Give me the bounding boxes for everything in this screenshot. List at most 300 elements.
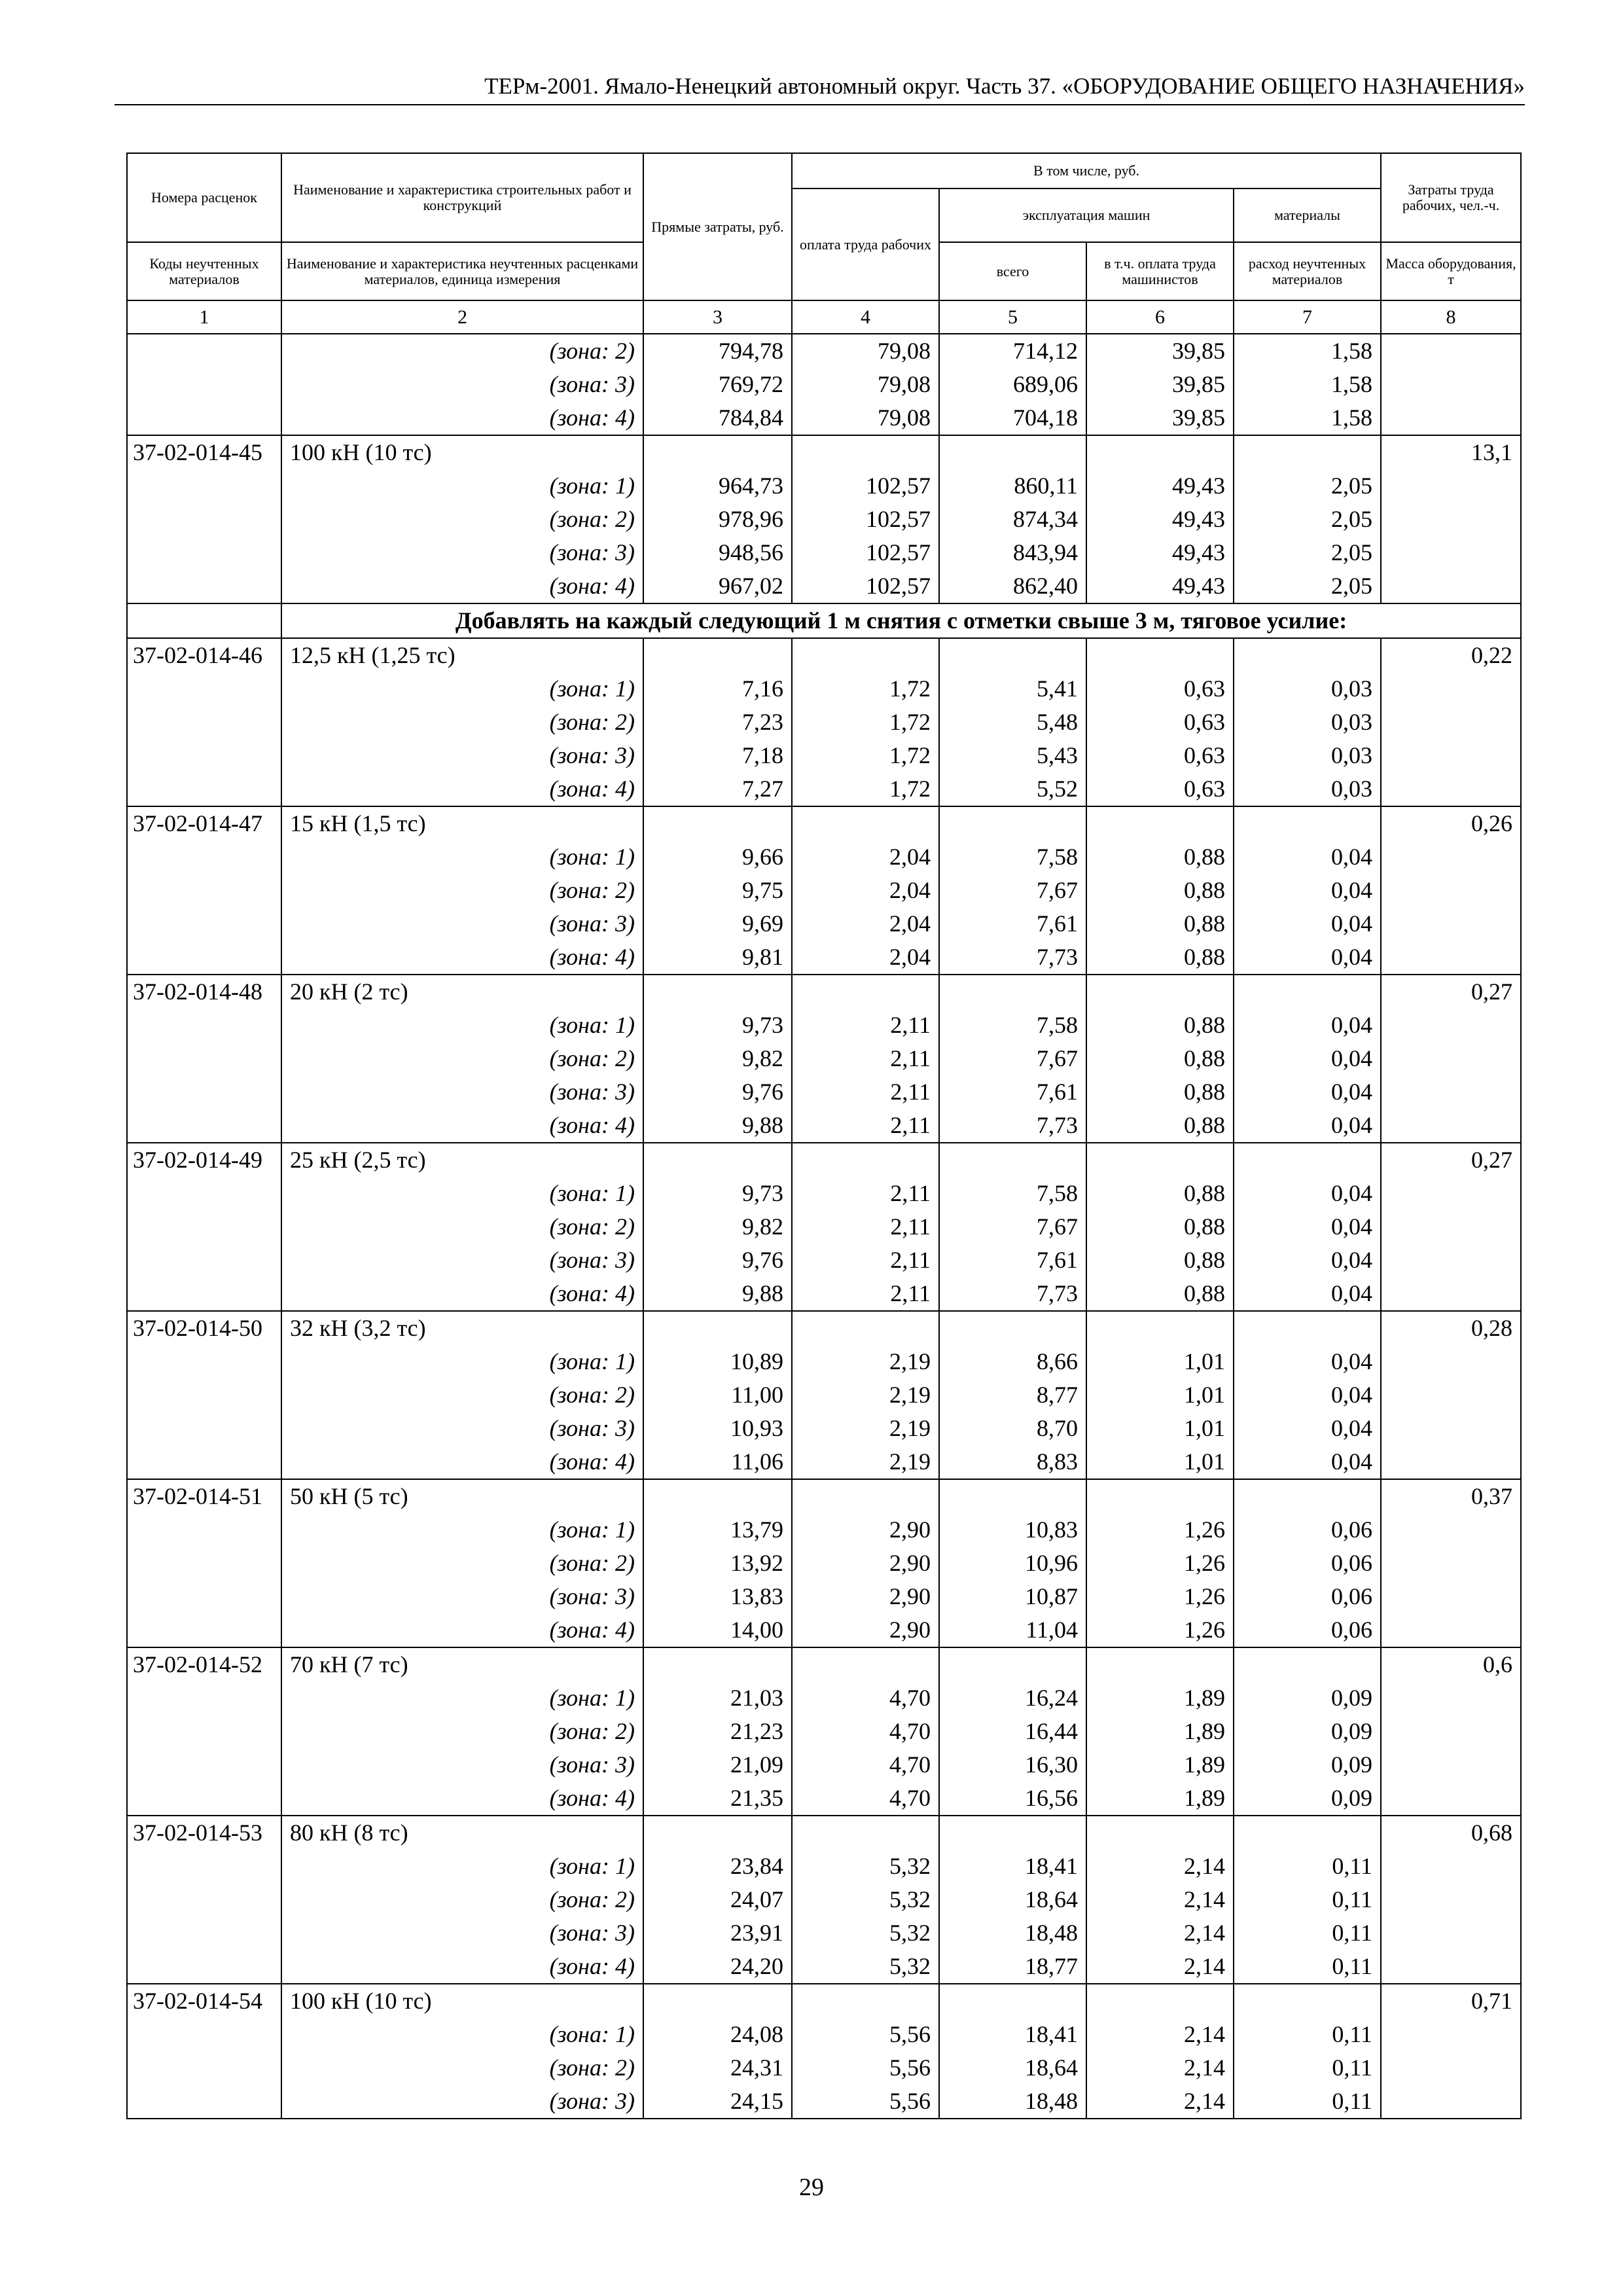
zone-label: (зона: 3) — [281, 1916, 643, 1950]
cell-labor-costs — [1381, 2018, 1521, 2051]
zone-row — [127, 1782, 1521, 1816]
cell-code — [127, 1412, 281, 1445]
zone-row — [127, 334, 1521, 368]
cell-materials: 2,05 — [1234, 469, 1381, 503]
cell-labor-costs — [1381, 1916, 1521, 1950]
cell-labor-costs — [1381, 739, 1521, 772]
zone-row — [127, 1950, 1521, 1984]
cell-direct-costs: 9,73 — [643, 1009, 792, 1042]
work-name: 50 кН (5 тс) — [281, 1479, 643, 1513]
zone-row — [127, 503, 1521, 536]
cell-worker-pay: 2,90 — [792, 1580, 939, 1613]
cell-worker-pay — [792, 1143, 939, 1177]
cell-direct-costs: 13,83 — [643, 1580, 792, 1613]
cell-machines-total: 8,66 — [939, 1345, 1086, 1378]
cell-direct-costs: 14,00 — [643, 1613, 792, 1647]
cell-worker-pay: 102,57 — [792, 569, 939, 603]
cell-worker-pay: 79,08 — [792, 368, 939, 401]
cell-worker-pay — [792, 435, 939, 469]
zone-row — [127, 874, 1521, 907]
cell-materials: 0,04 — [1234, 1177, 1381, 1210]
cell-machines-total: 10,87 — [939, 1580, 1086, 1613]
cell-direct-costs — [643, 1816, 792, 1850]
cell-labor-costs: 13,1 — [1381, 435, 1521, 469]
cell-worker-pay: 2,90 — [792, 1547, 939, 1580]
zone-row — [127, 2018, 1521, 2051]
cell-machinist-pay: 1,01 — [1086, 1412, 1234, 1445]
cell-worker-pay: 2,11 — [792, 1244, 939, 1277]
column-number: 3 — [643, 300, 792, 334]
rate-code: 37-02-014-53 — [127, 1816, 281, 1850]
cell-labor-costs — [1381, 1681, 1521, 1715]
cell-labor-costs — [1381, 1850, 1521, 1883]
cell-direct-costs: 967,02 — [643, 569, 792, 603]
cell-machinist-pay: 1,26 — [1086, 1613, 1234, 1647]
cell-machinist-pay: 1,01 — [1086, 1445, 1234, 1479]
cell-direct-costs: 10,93 — [643, 1412, 792, 1445]
cell-code — [127, 503, 281, 536]
cell-direct-costs: 7,16 — [643, 672, 792, 706]
cell-machinist-pay: 1,26 — [1086, 1580, 1234, 1613]
zone-row — [127, 1513, 1521, 1547]
cell-machinist-pay — [1086, 435, 1234, 469]
cell-materials: 0,04 — [1234, 1445, 1381, 1479]
cell-code — [127, 1715, 281, 1748]
cell-machines-total: 714,12 — [939, 334, 1086, 368]
cell-labor-costs — [1381, 1883, 1521, 1916]
cell-code — [127, 1916, 281, 1950]
zone-label: (зона: 3) — [281, 536, 643, 569]
header-rate-numbers: Номера расценок — [127, 153, 281, 242]
cell-direct-costs — [643, 1479, 792, 1513]
cell-direct-costs: 948,56 — [643, 536, 792, 569]
cell-worker-pay: 5,32 — [792, 1883, 939, 1916]
header-machinist-pay: в т.ч. оплата труда машинистов — [1086, 242, 1234, 300]
cell-materials: 0,04 — [1234, 1042, 1381, 1075]
cell-labor-costs: 0,6 — [1381, 1647, 1521, 1681]
cell-machines-total — [939, 1984, 1086, 2018]
cell-worker-pay: 1,72 — [792, 739, 939, 772]
cell-direct-costs: 9,66 — [643, 840, 792, 874]
cell-machinist-pay: 39,85 — [1086, 368, 1234, 401]
cell-code — [127, 672, 281, 706]
cell-worker-pay — [792, 975, 939, 1009]
rates-table — [126, 152, 1522, 2119]
cell-machines-total: 7,58 — [939, 840, 1086, 874]
cell-direct-costs — [643, 435, 792, 469]
zone-label: (зона: 4) — [281, 1277, 643, 1311]
cell-machines-total: 7,73 — [939, 941, 1086, 975]
cell-worker-pay: 2,11 — [792, 1075, 939, 1109]
cell-code — [127, 1009, 281, 1042]
rate-row — [127, 435, 1521, 469]
cell-machinist-pay: 0,88 — [1086, 907, 1234, 941]
cell-machines-total: 8,70 — [939, 1412, 1086, 1445]
zone-row — [127, 536, 1521, 569]
cell-code — [127, 603, 281, 638]
cell-direct-costs: 11,06 — [643, 1445, 792, 1479]
cell-labor-costs: 0,28 — [1381, 1311, 1521, 1345]
cell-worker-pay: 2,04 — [792, 840, 939, 874]
cell-labor-costs — [1381, 569, 1521, 603]
cell-machinist-pay: 1,01 — [1086, 1378, 1234, 1412]
cell-code — [127, 1681, 281, 1715]
cell-direct-costs: 9,82 — [643, 1210, 792, 1244]
cell-machinist-pay — [1086, 975, 1234, 1009]
cell-machines-total — [939, 975, 1086, 1009]
cell-materials: 2,05 — [1234, 569, 1381, 603]
cell-machinist-pay: 39,85 — [1086, 334, 1234, 368]
cell-code — [127, 772, 281, 806]
cell-labor-costs — [1381, 1513, 1521, 1547]
cell-machines-total: 704,18 — [939, 401, 1086, 435]
cell-machinist-pay — [1086, 1479, 1234, 1513]
zone-label: (зона: 1) — [281, 1177, 643, 1210]
cell-machinist-pay: 0,88 — [1086, 1075, 1234, 1109]
cell-worker-pay: 102,57 — [792, 536, 939, 569]
cell-machines-total: 5,52 — [939, 772, 1086, 806]
cell-worker-pay: 2,19 — [792, 1445, 939, 1479]
cell-worker-pay — [792, 1647, 939, 1681]
zone-label: (зона: 2) — [281, 1210, 643, 1244]
section-title: Добавлять на каждый следующий 1 м снятия с отметки свыше 3 м, тяговое усилие: — [281, 603, 1521, 638]
cell-machines-total: 8,83 — [939, 1445, 1086, 1479]
cell-code — [127, 840, 281, 874]
cell-direct-costs: 7,18 — [643, 739, 792, 772]
zone-row — [127, 941, 1521, 975]
cell-labor-costs — [1381, 1109, 1521, 1143]
cell-materials: 0,06 — [1234, 1613, 1381, 1647]
rate-code: 37-02-014-46 — [127, 638, 281, 672]
zone-label: (зона: 4) — [281, 1613, 643, 1647]
cell-direct-costs — [643, 1984, 792, 2018]
cell-materials — [1234, 975, 1381, 1009]
cell-labor-costs — [1381, 874, 1521, 907]
cell-materials — [1234, 1816, 1381, 1850]
cell-worker-pay: 2,19 — [792, 1412, 939, 1445]
cell-materials: 0,03 — [1234, 772, 1381, 806]
cell-machines-total — [939, 806, 1086, 840]
header-direct-costs: Прямые затраты, руб. — [643, 153, 792, 300]
cell-machines-total — [939, 1816, 1086, 1850]
cell-code — [127, 874, 281, 907]
cell-materials — [1234, 435, 1381, 469]
column-number: 6 — [1086, 300, 1234, 334]
cell-machines-total: 7,67 — [939, 1210, 1086, 1244]
cell-machinist-pay: 2,14 — [1086, 2085, 1234, 2119]
cell-machinist-pay: 0,88 — [1086, 1244, 1234, 1277]
zone-label: (зона: 2) — [281, 1378, 643, 1412]
zone-label: (зона: 3) — [281, 1580, 643, 1613]
cell-machines-total: 7,58 — [939, 1009, 1086, 1042]
cell-direct-costs: 23,91 — [643, 1916, 792, 1950]
cell-code — [127, 1345, 281, 1378]
cell-direct-costs: 21,03 — [643, 1681, 792, 1715]
zone-label: (зона: 2) — [281, 1715, 643, 1748]
cell-labor-costs — [1381, 1345, 1521, 1378]
cell-labor-costs — [1381, 503, 1521, 536]
cell-machinist-pay: 1,89 — [1086, 1715, 1234, 1748]
zone-row — [127, 1075, 1521, 1109]
cell-machinist-pay: 2,14 — [1086, 2051, 1234, 2085]
rate-code: 37-02-014-50 — [127, 1311, 281, 1345]
work-name: 12,5 кН (1,25 тс) — [281, 638, 643, 672]
cell-machines-total: 5,43 — [939, 739, 1086, 772]
cell-labor-costs — [1381, 536, 1521, 569]
cell-materials — [1234, 1479, 1381, 1513]
work-name: 32 кН (3,2 тс) — [281, 1311, 643, 1345]
cell-labor-costs — [1381, 368, 1521, 401]
header-including: В том числе, руб. — [792, 153, 1381, 188]
cell-materials: 0,11 — [1234, 1950, 1381, 1984]
cell-code — [127, 1748, 281, 1782]
zone-label: (зона: 4) — [281, 772, 643, 806]
cell-materials: 0,04 — [1234, 1345, 1381, 1378]
rate-row — [127, 1647, 1521, 1681]
cell-worker-pay — [792, 806, 939, 840]
work-name: 100 кН (10 тс) — [281, 1984, 643, 2018]
cell-labor-costs — [1381, 1075, 1521, 1109]
cell-machines-total — [939, 1311, 1086, 1345]
cell-worker-pay: 2,04 — [792, 907, 939, 941]
cell-machines-total: 10,96 — [939, 1547, 1086, 1580]
cell-materials: 0,09 — [1234, 1681, 1381, 1715]
work-name: 25 кН (2,5 тс) — [281, 1143, 643, 1177]
zone-row — [127, 1613, 1521, 1647]
cell-materials: 0,06 — [1234, 1547, 1381, 1580]
page-header: ТЕРм-2001. Ямало-Ненецкий автономный округ. Часть 37. «ОБОРУДОВАНИЕ ОБЩЕГО НАЗНАЧЕНИЯ» — [484, 73, 1525, 99]
header-machines-total: всего — [939, 242, 1086, 300]
cell-machines-total: 7,61 — [939, 1244, 1086, 1277]
header-labor-costs: Затраты труда рабочих, чел.-ч. — [1381, 153, 1521, 242]
header-material-usage: расход неучтенных материалов — [1234, 242, 1381, 300]
cell-code — [127, 1950, 281, 1984]
cell-machinist-pay: 2,14 — [1086, 1916, 1234, 1950]
cell-machines-total: 843,94 — [939, 536, 1086, 569]
cell-labor-costs — [1381, 941, 1521, 975]
zone-row — [127, 1210, 1521, 1244]
cell-materials: 0,03 — [1234, 672, 1381, 706]
cell-materials: 0,04 — [1234, 1412, 1381, 1445]
cell-materials: 0,04 — [1234, 874, 1381, 907]
cell-direct-costs: 24,15 — [643, 2085, 792, 2119]
cell-materials: 0,04 — [1234, 1378, 1381, 1412]
cell-materials — [1234, 638, 1381, 672]
zone-row — [127, 1042, 1521, 1075]
cell-code — [127, 334, 281, 368]
cell-machines-total — [939, 638, 1086, 672]
cell-machines-total: 7,73 — [939, 1277, 1086, 1311]
cell-materials: 1,58 — [1234, 401, 1381, 435]
cell-labor-costs — [1381, 1782, 1521, 1816]
cell-code — [127, 739, 281, 772]
zone-label: (зона: 1) — [281, 840, 643, 874]
cell-machines-total: 7,67 — [939, 874, 1086, 907]
cell-machines-total: 18,48 — [939, 2085, 1086, 2119]
cell-labor-costs — [1381, 706, 1521, 739]
zone-row — [127, 1445, 1521, 1479]
cell-direct-costs: 11,00 — [643, 1378, 792, 1412]
cell-materials: 0,09 — [1234, 1715, 1381, 1748]
cell-code — [127, 907, 281, 941]
cell-direct-costs: 7,27 — [643, 772, 792, 806]
cell-machinist-pay: 2,14 — [1086, 2018, 1234, 2051]
cell-labor-costs: 0,27 — [1381, 975, 1521, 1009]
cell-code — [127, 1210, 281, 1244]
zone-label: (зона: 2) — [281, 874, 643, 907]
rate-code: 37-02-014-49 — [127, 1143, 281, 1177]
cell-materials: 0,09 — [1234, 1748, 1381, 1782]
cell-worker-pay: 2,04 — [792, 874, 939, 907]
cell-code — [127, 1244, 281, 1277]
cell-materials: 0,04 — [1234, 1109, 1381, 1143]
cell-direct-costs: 13,92 — [643, 1547, 792, 1580]
rate-row — [127, 975, 1521, 1009]
zone-row — [127, 1850, 1521, 1883]
cell-materials: 0,04 — [1234, 1075, 1381, 1109]
cell-code — [127, 1445, 281, 1479]
cell-direct-costs: 24,20 — [643, 1950, 792, 1984]
zone-row — [127, 1547, 1521, 1580]
rate-row — [127, 1143, 1521, 1177]
cell-worker-pay: 5,32 — [792, 1850, 939, 1883]
cell-code — [127, 1613, 281, 1647]
cell-machines-total: 7,61 — [939, 907, 1086, 941]
cell-materials: 0,11 — [1234, 1850, 1381, 1883]
cell-code — [127, 1547, 281, 1580]
cell-worker-pay: 1,72 — [792, 772, 939, 806]
rate-row — [127, 1816, 1521, 1850]
zone-row — [127, 1109, 1521, 1143]
cell-code — [127, 1850, 281, 1883]
zone-label: (зона: 4) — [281, 569, 643, 603]
cell-direct-costs — [643, 975, 792, 1009]
cell-direct-costs: 9,75 — [643, 874, 792, 907]
cell-machines-total: 5,41 — [939, 672, 1086, 706]
cell-labor-costs: 0,68 — [1381, 1816, 1521, 1850]
cell-machinist-pay: 2,14 — [1086, 1850, 1234, 1883]
zone-row — [127, 1009, 1521, 1042]
cell-code — [127, 1378, 281, 1412]
cell-direct-costs: 24,31 — [643, 2051, 792, 2085]
cell-worker-pay — [792, 1816, 939, 1850]
cell-labor-costs — [1381, 2085, 1521, 2119]
header-rule — [115, 104, 1525, 105]
cell-machines-total: 16,56 — [939, 1782, 1086, 1816]
cell-direct-costs: 21,35 — [643, 1782, 792, 1816]
cell-direct-costs: 9,88 — [643, 1109, 792, 1143]
cell-machinist-pay — [1086, 806, 1234, 840]
zone-row — [127, 1681, 1521, 1715]
zone-row — [127, 1177, 1521, 1210]
cell-machines-total — [939, 1479, 1086, 1513]
zone-label: (зона: 3) — [281, 907, 643, 941]
zone-label: (зона: 4) — [281, 1445, 643, 1479]
cell-labor-costs — [1381, 1378, 1521, 1412]
zone-row — [127, 1580, 1521, 1613]
work-name: 100 кН (10 тс) — [281, 435, 643, 469]
cell-code — [127, 2051, 281, 2085]
cell-code — [127, 1883, 281, 1916]
zone-label: (зона: 2) — [281, 334, 643, 368]
cell-machinist-pay: 0,63 — [1086, 706, 1234, 739]
zone-row — [127, 1345, 1521, 1378]
cell-direct-costs: 9,69 — [643, 907, 792, 941]
cell-labor-costs — [1381, 1210, 1521, 1244]
cell-materials: 0,11 — [1234, 2085, 1381, 2119]
cell-machinist-pay: 1,89 — [1086, 1681, 1234, 1715]
cell-worker-pay: 2,19 — [792, 1378, 939, 1412]
cell-direct-costs: 21,23 — [643, 1715, 792, 1748]
zone-row — [127, 1748, 1521, 1782]
cell-worker-pay — [792, 1479, 939, 1513]
header-material-names: Наименование и характеристика неучтенных расценками материалов, единица измерения — [281, 242, 643, 300]
cell-materials: 0,11 — [1234, 2018, 1381, 2051]
zone-row — [127, 2051, 1521, 2085]
cell-materials — [1234, 1984, 1381, 2018]
page-number: 29 — [799, 2174, 824, 2201]
cell-labor-costs — [1381, 401, 1521, 435]
header-material-codes: Коды неучтенных материалов — [127, 242, 281, 300]
cell-materials: 1,58 — [1234, 334, 1381, 368]
zone-row — [127, 401, 1521, 435]
cell-machinist-pay: 0,88 — [1086, 1009, 1234, 1042]
zone-label: (зона: 3) — [281, 1075, 643, 1109]
rate-row — [127, 1479, 1521, 1513]
cell-code — [127, 2018, 281, 2051]
cell-labor-costs — [1381, 1950, 1521, 1984]
zone-row — [127, 840, 1521, 874]
cell-code — [127, 706, 281, 739]
cell-machines-total: 862,40 — [939, 569, 1086, 603]
zone-row — [127, 772, 1521, 806]
cell-worker-pay: 2,90 — [792, 1513, 939, 1547]
cell-machines-total: 689,06 — [939, 368, 1086, 401]
zone-label: (зона: 1) — [281, 1009, 643, 1042]
cell-direct-costs: 23,84 — [643, 1850, 792, 1883]
cell-labor-costs — [1381, 1042, 1521, 1075]
cell-machinist-pay: 1,01 — [1086, 1345, 1234, 1378]
zone-row — [127, 1916, 1521, 1950]
cell-machinist-pay: 0,63 — [1086, 672, 1234, 706]
cell-labor-costs — [1381, 1244, 1521, 1277]
zone-row — [127, 1244, 1521, 1277]
cell-labor-costs — [1381, 1613, 1521, 1647]
work-name: 80 кН (8 тс) — [281, 1816, 643, 1850]
zone-label: (зона: 1) — [281, 1681, 643, 1715]
cell-direct-costs: 7,23 — [643, 706, 792, 739]
zone-label: (зона: 2) — [281, 1547, 643, 1580]
cell-machines-total: 874,34 — [939, 503, 1086, 536]
cell-code — [127, 941, 281, 975]
cell-labor-costs — [1381, 1715, 1521, 1748]
cell-labor-costs — [1381, 1412, 1521, 1445]
cell-machinist-pay: 49,43 — [1086, 469, 1234, 503]
cell-direct-costs: 9,81 — [643, 941, 792, 975]
cell-machines-total: 860,11 — [939, 469, 1086, 503]
cell-machinist-pay: 49,43 — [1086, 569, 1234, 603]
cell-worker-pay — [792, 1984, 939, 2018]
cell-worker-pay: 2,90 — [792, 1613, 939, 1647]
cell-labor-costs: 0,27 — [1381, 1143, 1521, 1177]
cell-materials: 0,09 — [1234, 1782, 1381, 1816]
cell-machinist-pay — [1086, 1816, 1234, 1850]
cell-direct-costs — [643, 638, 792, 672]
cell-machinist-pay — [1086, 1143, 1234, 1177]
cell-machinist-pay: 0,88 — [1086, 1277, 1234, 1311]
cell-direct-costs: 794,78 — [643, 334, 792, 368]
cell-machinist-pay: 1,26 — [1086, 1547, 1234, 1580]
